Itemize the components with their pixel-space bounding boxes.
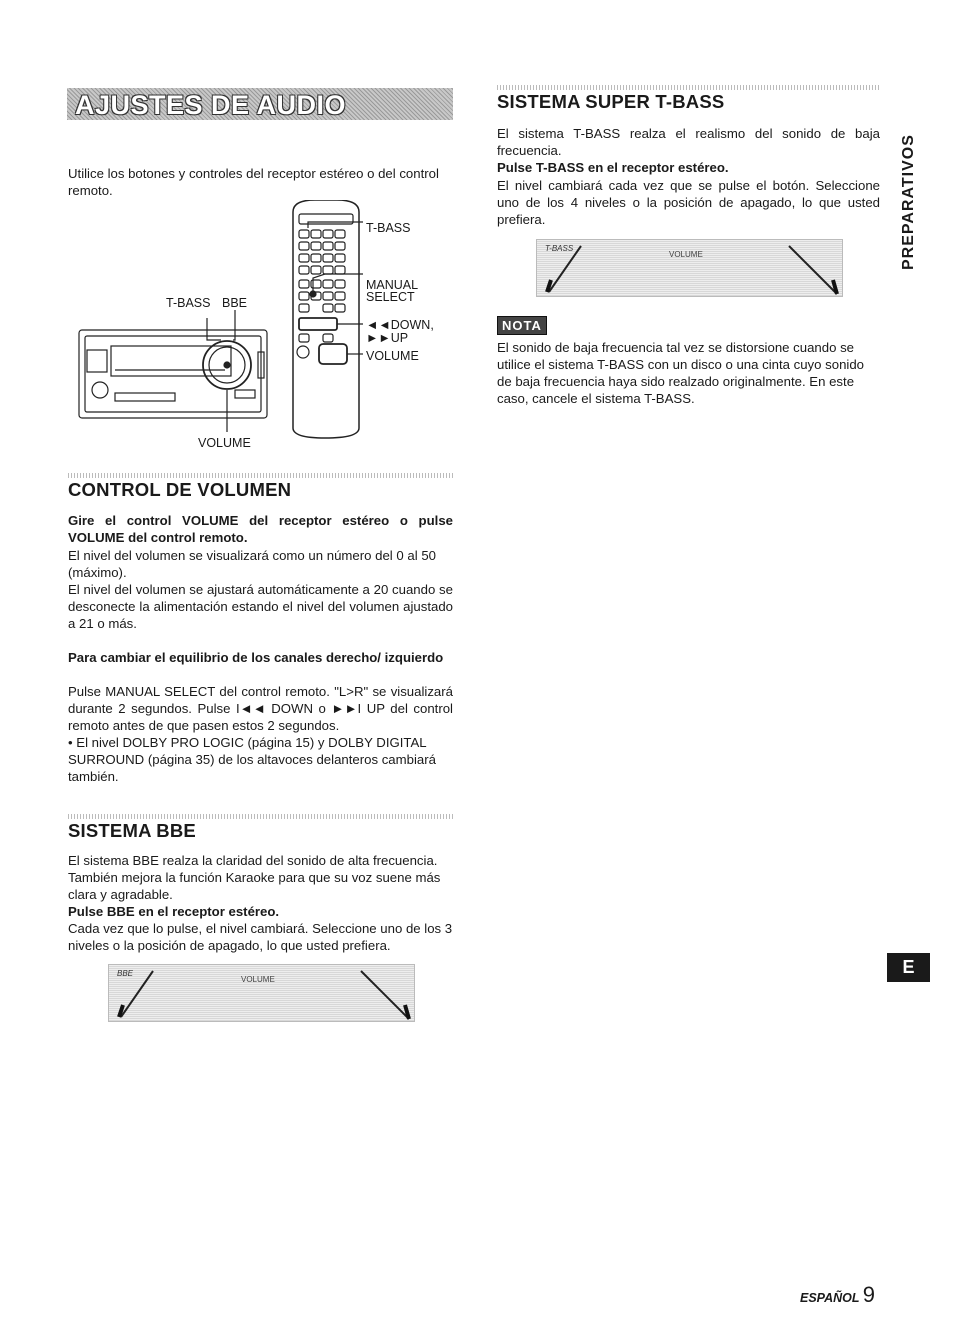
label-volume-receiver: VOLUME [198, 436, 251, 450]
bbe-display-illustration [108, 964, 415, 1022]
label-up-remote: ►►UP [366, 331, 409, 345]
instruction-bbe: Pulse BBE en el receptor estéreo. [68, 904, 280, 919]
volumen-para-1: El nivel del volumen se visualizará como un número del 0 al 50 (máximo). [68, 548, 436, 580]
bbe-para-2: Cada vez que lo pulse, el nivel cambiará. Seleccione uno de los 3 niveles o la posición de apagado, lo que usted prefiera. [68, 921, 453, 953]
dolby-note: • El nivel DOLBY PRO LOGIC (página 15) y DOLBY DIGITAL SURROUND (página 35) de los altavoces delanteros cambiará también. [68, 735, 436, 784]
label-down-remote: ◄◄DOWN, [366, 318, 434, 332]
section-divider [68, 814, 453, 819]
side-tab-preparativos: PREPARATIVOS [900, 134, 917, 270]
heading-sistema-bbe: SISTEMA BBE [68, 820, 196, 841]
instruction-volumen: Gire el control VOLUME del receptor estéreo o pulse VOLUME del control remoto. [68, 513, 453, 545]
remote-body [293, 200, 359, 438]
tbass-para-2: El nivel cambiará cada vez que se pulse el botón. Seleccione uno de los 4 niveles o la posición de apagado, lo que usted prefiera. [497, 178, 880, 227]
label-volume-remote: VOLUME [366, 349, 419, 363]
section-divider [68, 473, 453, 478]
bbe-display-graphics [109, 965, 414, 1021]
page-title: AJUSTES DE AUDIO [75, 90, 347, 120]
bbe-display-tag: BBE [117, 969, 134, 978]
intro-text: Utilice los botones y controles del receptor estéreo o del control remoto. [68, 166, 439, 198]
label-manual-remote: MANUAL [366, 278, 419, 292]
page-number: 9 [862, 1282, 876, 1307]
instruction-tbass: Pulse T-BASS en el receptor estéreo. [497, 160, 729, 175]
balance-para: Pulse MANUAL SELECT del control remoto. "L>R" se visualizará durante 2 segundos. Pulse I◄◄ DOWN o ►►I UP del control remoto antes de que pasen estos 2 segundos. [68, 684, 453, 733]
volumen-para-2: El nivel del volumen se ajustará automáticamente a 20 cuando se desconecte la alimentación estando el nivel del volumen ajustado a 21 o más. [68, 582, 453, 631]
language-tab: E [887, 953, 930, 982]
section-banner [67, 88, 453, 120]
nota-badge: NOTA [497, 316, 547, 335]
tbass-display-illustration [536, 239, 843, 297]
label-bbe-receiver: BBE [222, 296, 248, 310]
heading-control-volumen: CONTROL DE VOLUMEN [68, 479, 292, 500]
tbass-display-tag: T-BASS [545, 244, 574, 253]
tbass-display-graphics [537, 240, 842, 296]
page-footer [800, 1282, 875, 1308]
section-divider [497, 85, 880, 90]
bbe-display-volume: VOLUME [241, 975, 275, 984]
bbe-para-1: El sistema BBE realza la claridad del sonido de alta frecuencia. También mejora la función Karaoke para que su voz suene más clara y agradable. [68, 853, 441, 902]
tbass-display-volume: VOLUME [669, 250, 703, 259]
tbass-para-1: El sistema T-BASS realza el realismo del sonido de baja frecuencia. [497, 126, 880, 158]
heading-sistema-tbass: SISTEMA SUPER T-BASS [497, 91, 725, 112]
label-tbass-remote: T-BASS [366, 221, 411, 235]
footer-language: ESPAÑOL [800, 1291, 860, 1305]
label-tbass-receiver: T-BASS [166, 296, 211, 310]
label-select-remote: SELECT [366, 290, 415, 304]
subheading-balance: Para cambiar el equilibrio de los canales derecho/ izquierdo [68, 650, 444, 665]
nota-text: El sonido de baja frecuencia tal vez se distorsione cuando se utilice el sistema T-BASS con un disco o una cinta cuyo sonido de baja frecuencia haya sido realzado originalmente. En este caso, cancele el sistema T-BASS. [497, 340, 865, 406]
